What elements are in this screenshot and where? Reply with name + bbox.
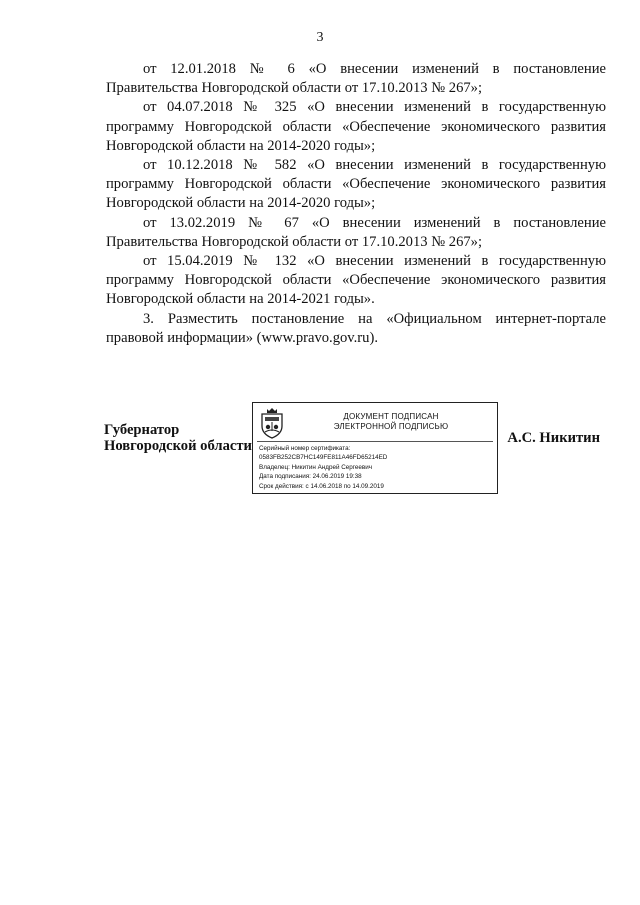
stamp-details	[259, 444, 495, 491]
document-body	[106, 60, 606, 348]
stamp-heading	[291, 412, 491, 432]
novgorod-coat-of-arms-icon	[259, 407, 285, 439]
stamp-owner: Владелец: Никитин Андрей Сергеевич	[259, 463, 373, 471]
stamp-serial-label: Серийный номер сертификата:	[259, 445, 351, 452]
amendment-item: от 10.12.2018 № 582 «О внесении изменений в государственную программу Новгородской области «Обеспечение экономического развития Новгородской области на 2014-2020 годы»;	[106, 157, 606, 212]
electronic-signature-stamp	[252, 402, 498, 494]
signatory-title-line: Губернатор	[104, 422, 180, 438]
signature-block	[104, 402, 604, 512]
signatory-title	[104, 422, 252, 454]
amendment-item: от 15.04.2019 № 132 «О внесении изменений в государственную программу Новгородской области «Обеспечение экономического развития Новгородской области на 2014-2021 годы».	[106, 253, 606, 308]
amendment-item: от 13.02.2019 № 67 «О внесении изменений в постановление Правительства Новгородской области от 17.10.2013 № 267»;	[106, 214, 606, 250]
stamp-heading-line: ДОКУМЕНТ ПОДПИСАН	[343, 412, 439, 421]
page-number: 3	[316, 30, 324, 45]
stamp-heading-line: ЭЛЕКТРОННОЙ ПОДПИСЬЮ	[333, 422, 449, 431]
amendment-item: от 12.01.2018 № 6 «О внесении изменений в постановление Правительства Новгородской области от 17.10.2013 № 267»;	[106, 61, 606, 97]
stamp-divider	[257, 441, 493, 442]
stamp-signed-date: Дата подписания: 24.06.2019 19:38	[259, 473, 362, 481]
signatory-title-line: Новгородской области	[104, 438, 252, 454]
signatory-name: А.С. Никитин	[507, 430, 600, 446]
amendment-item: от 04.07.2018 № 325 «О внесении изменений в государственную программу Новгородской области «Обеспечение экономического развития Новгородской области на 2014-2020 годы»;	[106, 99, 606, 154]
stamp-validity: Срок действия: с 14.06.2018 по 14.09.2019	[259, 482, 384, 490]
stamp-serial-value: 0583FB252CB7HC149FE811A46FD65214ED	[259, 454, 388, 462]
publication-clause: 3. Разместить постановление на «Официальном интернет-портале правовой информации» (www.pravo.gov.ru).	[106, 310, 606, 346]
